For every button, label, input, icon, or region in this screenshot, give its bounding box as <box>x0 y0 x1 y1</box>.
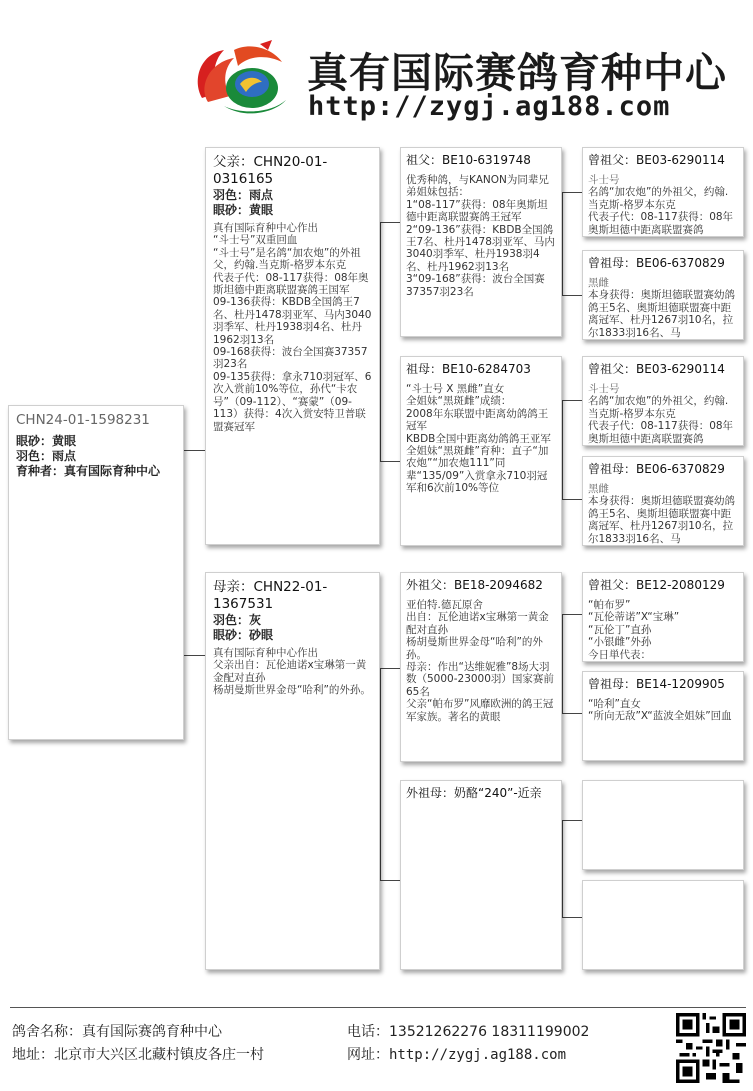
great-grandparent-card-empty <box>582 780 744 870</box>
connector-line <box>380 222 381 462</box>
great-grandparent-title: 曾祖父：BE12-2080129 <box>588 578 725 592</box>
connector-line <box>562 295 582 296</box>
great-grandparent-name: 斗士号 <box>588 383 620 395</box>
subject-card <box>8 405 184 740</box>
great-grandparent-title: 曾祖父：BE03-6290114 <box>588 362 725 376</box>
subject-ring: CHN24-01-1598231 <box>16 412 150 428</box>
grandparent-card-maternal-grandfather <box>400 572 562 762</box>
connector-line <box>562 820 563 918</box>
connector-line <box>562 499 582 500</box>
subject-breeder-row <box>16 464 176 479</box>
connector-line <box>380 461 400 462</box>
dam-eye-label: 眼砂： <box>213 628 250 642</box>
great-grandparent-notes: “帕布罗” “瓦伦蒂诺”X“宝琳” “瓦伦丁”直孙 “小银雌”外孙 今日単代表： <box>588 599 680 661</box>
footer-loft <box>12 1021 222 1041</box>
great-grandparent-notes: 本身获得：奥斯坦德联盟赛幼鸽鸽王5名、奥斯坦德联盟赛中距离冠军、杜丹1267羽10名，拉尔1833羽16名、马 <box>588 289 735 339</box>
connector-line <box>562 400 582 401</box>
dam-notes: 真有国际育种中心作出 父亲出自：瓦伦迪诺x宝琳第一黄金配对直孙 杨胡曼斯世界金母“哈利”的外孙。 <box>213 647 371 697</box>
great-grandparent-card <box>582 250 744 340</box>
sire-color-label: 羽色： <box>213 188 250 202</box>
dam-color: 灰 <box>249 613 262 627</box>
subject-eye-row <box>16 434 176 449</box>
sire-notes: 真有国际育种中心作出 “斗士号”双重回血 “斗士号”是名鸽“加农炮”的外祖父，约翰.当克斯-格罗本东克 代表子代：08-117获得：08年奥斯坦德中距离联盟赛鸽王国军 09-136获得：KBDB全国鸽王7名、杜丹1478羽亚军、马内3040羽季军、杜丹1938羽4名、杜丹1962羽13名 09-168获得：波台全国赛37357羽23名 09-135获得：拿永710羽冠军、6次入赏前10%等位，孙代“卡农号”（09-112）、“赛蒙”（09-113）获得：4次入赏安特卫普联盟赛冠军 <box>213 222 372 433</box>
brand-title: 真有国际赛鸽育种中心 <box>307 49 727 97</box>
connector-line <box>562 614 563 714</box>
footer-address-label: 地址： <box>12 1047 54 1063</box>
connector-line <box>380 880 400 881</box>
sire-color: 雨点 <box>249 188 274 202</box>
footer-loft-label: 鸽舍名称： <box>12 1024 82 1040</box>
great-grandparent-card <box>582 671 744 761</box>
sire-color-row <box>213 188 372 203</box>
footer-web <box>347 1044 566 1064</box>
great-grandparent-card <box>582 147 744 237</box>
subject-color-row <box>16 449 176 464</box>
subject-breeder: 真有国际育种中心 <box>64 464 161 478</box>
connector-line <box>562 820 582 821</box>
footer-web-label: 网址： <box>347 1047 389 1063</box>
subject-breeder-label: 育种者： <box>16 464 65 478</box>
footer-phone-value: 13521262276 18311199002 <box>389 1024 590 1040</box>
great-grandparent-card <box>582 456 744 546</box>
great-grandparent-name: 黑雌 <box>588 277 609 289</box>
dam-card <box>205 572 380 970</box>
grandparent-card-paternal-grandmother <box>400 356 562 546</box>
grandparent-card-maternal-grandmother <box>400 780 562 970</box>
connector-line <box>380 668 400 669</box>
grandparent-notes: “斗士号 X 黑雌”直女 全姐妹“黑斑雌”成绩： 2008年东联盟中距离幼鸽鸽王冠军 KBDB全国中距离幼鸽鸽王亚军 全姐妹“黑斑雌”育种：直子“加农炮”“加农炮111”同辈“135/09”入赏拿永710羽冠军和6次前10%等位 <box>406 383 551 495</box>
great-grandparent-notes: 名鸽“加农炮”的外祖父，约翰.当克斯-格罗本东克 代表子代：08-117获得：08年奥斯坦德中距离联盟赛鸽 <box>588 186 734 236</box>
grandparent-title: 外祖父：BE18-2094682 <box>406 578 543 592</box>
connector-line <box>562 713 582 714</box>
grandparent-title: 祖母：BE10-6284703 <box>406 362 531 376</box>
dam-color-row <box>213 613 372 628</box>
sire-card <box>205 147 380 545</box>
connector-line <box>562 192 582 193</box>
dam-eye-row <box>213 628 372 643</box>
great-grandparent-notes: “哈利”直女 “所向无敌”X“蓝波全姐妹”回血 <box>588 698 732 723</box>
great-grandparent-name: 黑雌 <box>588 483 609 495</box>
great-grandparent-title: 曾祖母：BE06-6370829 <box>588 256 725 270</box>
great-grandparent-card-empty <box>582 880 744 970</box>
dam-eye: 砂眼 <box>249 628 274 642</box>
brand-url: http://zygj.ag188.com <box>308 91 671 122</box>
footer-web-value: http://zygj.ag188.com <box>389 1047 567 1063</box>
grandparent-notes: 优秀种鸽，与KANON为同辈兄弟姐妹包括： 1“08-117”获得：08年奥斯坦德中距离联盟赛鸽王冠军 2“09-136”获得：KBDB全国鸽王7名、杜丹1478羽亚军、马内3040羽季军、杜丹1938羽4名、杜丹1962羽13名 3“09-168”获得：波台全国赛37357羽23名 <box>406 174 555 298</box>
sire-eye: 黄眼 <box>249 203 274 217</box>
qr-code-icon[interactable] <box>676 1013 746 1083</box>
grandparent-title: 外祖母：奶酪“240”-近亲 <box>406 786 542 800</box>
subject-eye-label: 眼砂： <box>16 434 53 448</box>
footer-divider <box>10 1007 746 1008</box>
sire-title: 父亲：CHN20-01-0316165 <box>213 154 328 187</box>
dam-color-label: 羽色： <box>213 613 250 627</box>
great-grandparent-notes: 名鸽“加农炮”的外祖父，约翰.当克斯-格罗本东克 代表子代：08-117获得：08年奥斯坦德中距离联盟赛鸽 <box>588 395 734 445</box>
sire-eye-row <box>213 203 372 218</box>
great-grandparent-notes: 本身获得：奥斯坦德联盟赛幼鸽鸽王5名、奥斯坦德联盟赛中距离冠军、杜丹1267羽10名，拉尔1833羽16名、马 <box>588 495 735 545</box>
grandparent-title: 祖父：BE10-6319748 <box>406 153 531 167</box>
grandparent-notes: 亚伯特.德瓦原舍 出自：瓦伦迪诺x宝琳第一黄金配对直孙 杨胡曼斯世界金母“哈利”的外孙。 母亲：作出“达维妮雅”8场大羽数（5000-23000羽）国家赛前65名 父亲“帕布罗”风靡欧洲的鸽王冠军家族。著名的黄眼 <box>406 599 554 723</box>
subject-eye: 黄眼 <box>52 434 77 448</box>
connector-line <box>380 668 381 881</box>
great-grandparent-title: 曾祖母：BE06-6370829 <box>588 462 725 476</box>
great-grandparent-title: 曾祖父：BE03-6290114 <box>588 153 725 167</box>
great-grandparent-title: 曾祖母：BE14-1209905 <box>588 677 725 691</box>
sire-eye-label: 眼砂： <box>213 203 250 217</box>
footer-address-value: 北京市大兴区北藏村镇皮各庄一村 <box>54 1047 264 1063</box>
logo-image <box>190 40 300 120</box>
footer-phone-label: 电话： <box>347 1024 389 1040</box>
connector-line <box>184 655 205 656</box>
connector-line <box>562 192 563 296</box>
great-grandparent-name: 斗士号 <box>588 174 620 186</box>
great-grandparent-card <box>582 356 744 446</box>
subject-color: 雨点 <box>52 449 77 463</box>
dam-title: 母亲：CHN22-01-1367531 <box>213 579 328 612</box>
connector-line <box>184 450 205 451</box>
connector-line <box>562 917 582 918</box>
footer-phone <box>347 1021 589 1041</box>
connector-line <box>562 614 582 615</box>
great-grandparent-card <box>582 572 744 662</box>
grandparent-card-paternal-grandfather <box>400 147 562 337</box>
connector-line <box>380 222 400 223</box>
connector-line <box>562 400 563 500</box>
footer-address <box>12 1044 264 1064</box>
footer-loft-value: 真有国际赛鸽育种中心 <box>82 1024 222 1040</box>
subject-color-label: 羽色： <box>16 449 53 463</box>
